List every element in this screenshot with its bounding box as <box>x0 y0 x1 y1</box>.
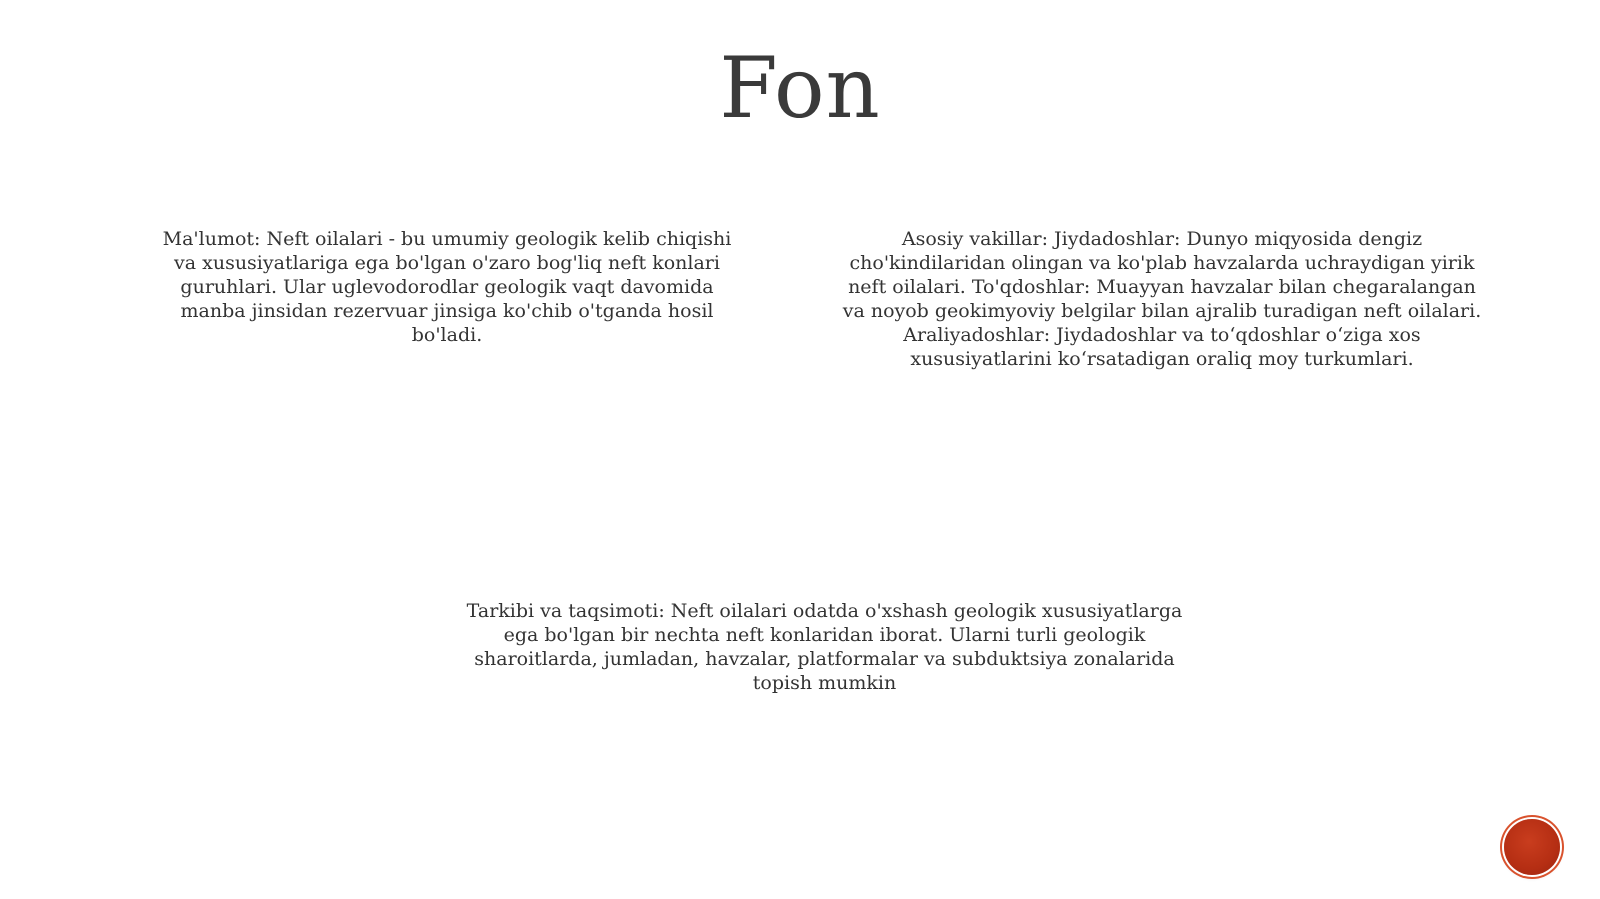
composition-distribution-text-block: Tarkibi va taqsimoti: Neft oilalari odatda o'xshash geologik xususiyatlarga ega bo'lgan bir nechta neft konlaridan iborat. Ularni turli geologik sharoitlarda, jumladan, havzalar, platformalar va subduktsiya zonalarida topish mumkin <box>466 600 1183 694</box>
info-text-block: Ma'lumot: Neft oilalari - bu umumiy geologik kelib chiqishi va xususiyatlariga ega bo'lgan o'zaro bog'liq neft konlari guruhlari. Ular uglevodorodlar geologik vaqt davomida manba jinsidan rezervuar jinsiga ko'chib o'tganda hosil bo'ladi. <box>162 228 732 346</box>
circle-nav-icon <box>1527 842 1537 852</box>
slide-title: Fon <box>719 39 881 137</box>
main-representatives-text-block: Asosiy vakillar: Jiydadoshlar: Dunyo miqyosida dengiz cho'kindilaridan olingan va ko'plab havzalarda uchraydigan yirik neft oilalari. To'qdoshlar: Muayyan havzalar bilan chegaralangan va noyob geokimyoviy belgilar bilan ajralib turadigan neft oilalari. Araliyadoshlar: Jiydadoshlar va to‘qdoshlar o‘ziga xos xususiyatlarini ko‘rsatadigan oraliq moy turkumlari. <box>842 228 1482 370</box>
slide-nav-button[interactable] <box>1504 819 1560 875</box>
